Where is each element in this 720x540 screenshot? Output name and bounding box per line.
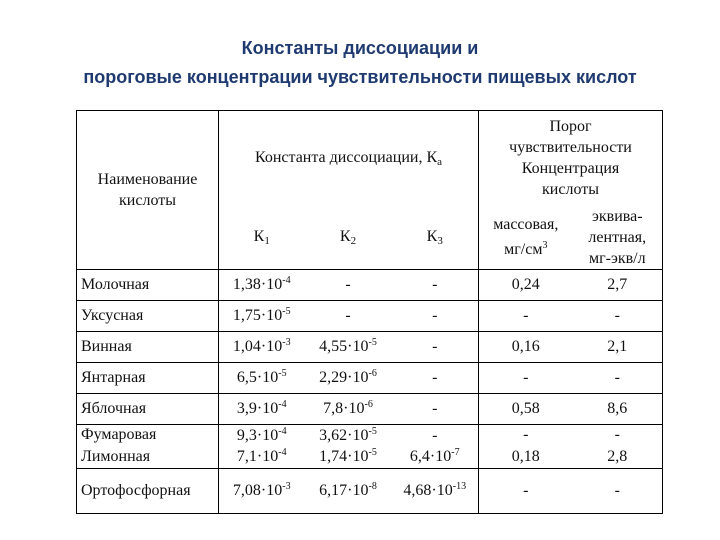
header-dissociation-constant: Константа диссоциации, $К_a$ <box>219 111 479 206</box>
cell-k2: $4,55\cdot 10^{-5}$ <box>305 331 392 362</box>
cell-k2: $7,8\cdot 10^{-6}$ <box>305 393 392 424</box>
cell-k3: $4,68\cdot 10^{-13}$ <box>392 468 479 513</box>
cell-k2: $3,62\cdot 10^{-5}$ <box>305 424 392 446</box>
cell-k2: - <box>305 269 392 300</box>
cell-acid-name: Молочная <box>77 269 219 300</box>
cell-equiv: - <box>573 362 663 393</box>
title-line-2: пороговые концентрации чувствительности пищевых кислот <box>83 67 637 87</box>
cell-mass: 0,18 <box>511 447 540 465</box>
cell-equiv: 2,7 <box>573 269 663 300</box>
cell-equiv: - <box>573 300 663 331</box>
table-row <box>77 393 663 424</box>
cell-mass: 0,24 <box>479 269 573 300</box>
cell-k3: $6,4\cdot 10^{-7}$ <box>392 446 479 468</box>
cell-k3: - <box>392 331 479 362</box>
cell-k2: $1,74\cdot 10^{-5}$ <box>319 447 377 466</box>
cell-acid-name: Уксусная <box>77 300 219 331</box>
cell-mass: 0,58 <box>479 393 573 424</box>
cell-equiv: 2,1 <box>573 331 663 362</box>
cell-k1: $7,1\cdot 10^{-4}$ <box>236 447 287 466</box>
table-row <box>77 300 663 331</box>
cell-k1: $1,75\cdot 10^{-5}$ <box>219 300 305 331</box>
cell-mass: 0,16 <box>479 331 573 362</box>
header-mass: массовая, $мг/см^3$ <box>493 216 559 258</box>
cell-k3: - <box>392 424 479 446</box>
cell-k1: $6,5\cdot 10^{-5}$ <box>219 362 305 393</box>
cell-k3: - <box>392 269 479 300</box>
cell-acid-name: Ортофосфорная <box>77 468 219 513</box>
header-k2: $К_2$ <box>339 227 357 247</box>
cell-equiv: - <box>573 468 663 513</box>
header-k3: $К_3$ <box>392 206 479 270</box>
cell-acid-name: Винная <box>77 331 219 362</box>
cell-acid-name: Янтарная <box>77 362 219 393</box>
title-line-1: Константы диссоциации и <box>241 38 479 58</box>
cell-mass: - <box>479 424 573 446</box>
slide-title <box>0 34 720 92</box>
cell-acid-name: Фумаровая <box>77 424 219 446</box>
acid-constants-table <box>76 110 663 514</box>
cell-k3: - <box>392 300 479 331</box>
header-equiv: эквива- лентная, мг-экв/л <box>573 206 663 270</box>
cell-equiv: 2,8 <box>573 446 663 468</box>
cell-mass: - <box>479 468 573 513</box>
cell-k2: $2,29\cdot 10^{-6}$ <box>305 362 392 393</box>
cell-k2: - <box>305 300 392 331</box>
table-row <box>77 269 663 300</box>
table-row <box>77 446 663 468</box>
header-threshold: Порог чувствительности Концентрация кислоты <box>479 111 663 206</box>
table-row <box>77 468 663 513</box>
header-k1: $К_1$ <box>253 227 270 247</box>
cell-k2: $6,17\cdot 10^{-8}$ <box>305 468 392 513</box>
cell-equiv: - <box>573 424 663 446</box>
header-acid-name: Наименование кислоты <box>77 111 219 270</box>
cell-k1: $1,38\cdot 10^{-4}$ <box>219 269 305 300</box>
cell-k1: $7,08\cdot 10^{-3}$ <box>219 468 305 513</box>
cell-acid-name: Яблочная <box>77 393 219 424</box>
cell-equiv: 8,6 <box>573 393 663 424</box>
cell-k1: $3,9\cdot 10^{-4}$ <box>219 393 305 424</box>
table-row <box>77 424 663 446</box>
cell-mass: - <box>479 300 573 331</box>
cell-k1: $1,04\cdot 10^{-3}$ <box>219 331 305 362</box>
table-row <box>77 362 663 393</box>
cell-acid-name: Лимонная <box>77 446 219 468</box>
table-row <box>77 331 663 362</box>
cell-k3: - <box>392 362 479 393</box>
cell-k1: $9,3\cdot 10^{-4}$ <box>219 424 305 446</box>
cell-k3: - <box>392 393 479 424</box>
cell-mass: - <box>479 362 573 393</box>
